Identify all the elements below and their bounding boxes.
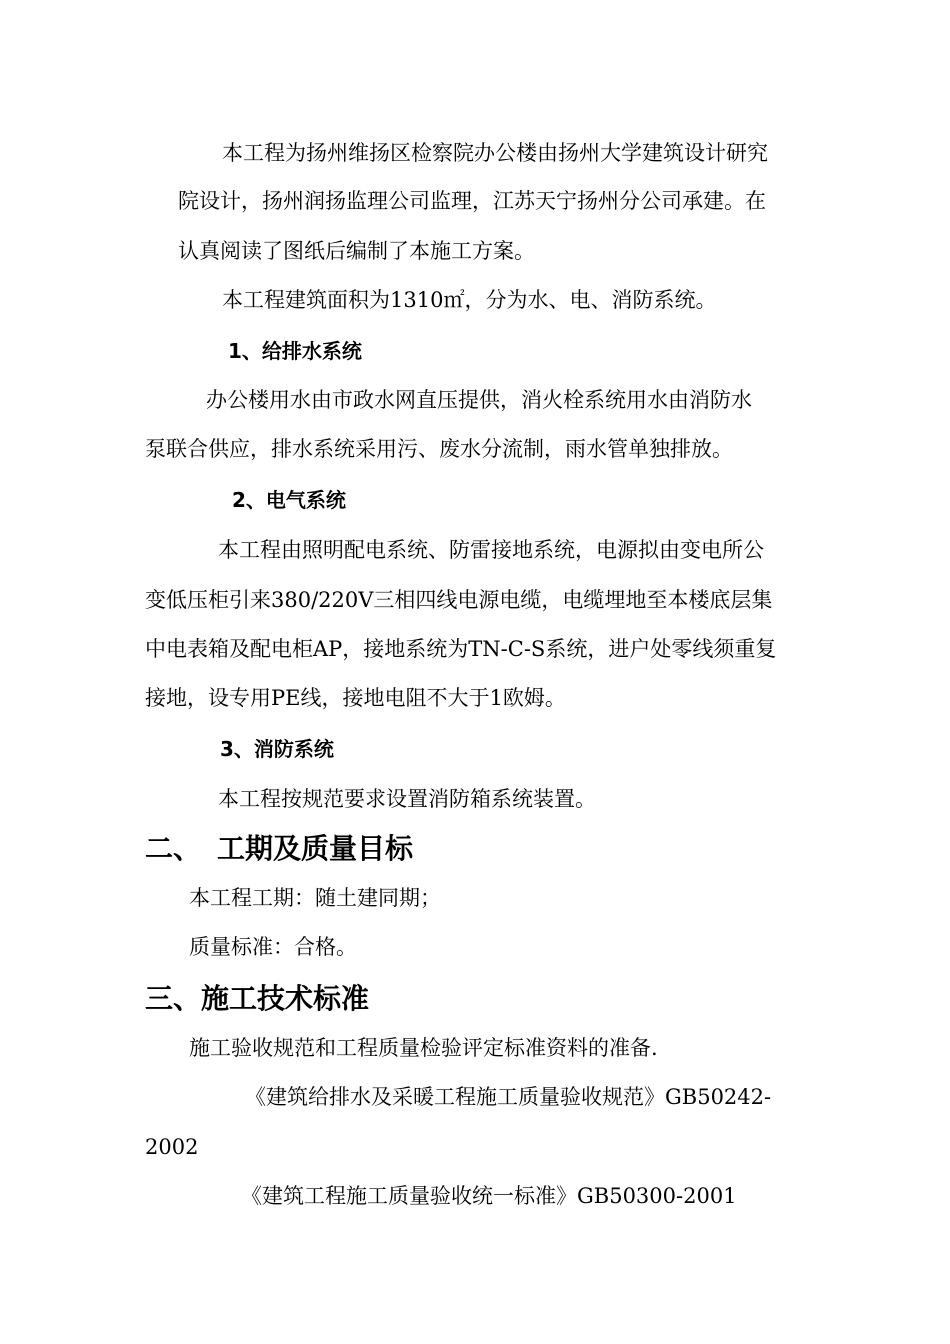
section-3-line: 本工程按规范要求设置消防箱系统装置。	[218, 787, 596, 811]
intro-line-2: 院设计，扬州润扬监理公司监理，江苏天宁扬州分公司承建。在	[178, 189, 766, 213]
chapter-2-heading	[145, 830, 413, 868]
intro-area-line: 本工程建筑面积为1310㎡，分为水、电、消防系统。	[222, 288, 717, 312]
chapter-2-title: 工期及质量目标	[217, 832, 414, 865]
schedule-line: 本工程工期：随土建同期；	[189, 886, 441, 910]
section-2-heading: 2、电气系统	[232, 488, 346, 512]
standard-gb50300-line: 《建筑工程施工质量验收统一标准》GB50300-2001	[241, 1184, 737, 1208]
intro-line-1: 本工程为扬州维扬区检察院办公楼由扬州大学建筑设计研究	[222, 141, 768, 165]
chapter-3-heading: 三、施工技术标准	[145, 982, 370, 1015]
chapter-2-number: 二、	[145, 832, 202, 865]
section-2-line-4: 接地，设专用PE线，接地电阻不大于1欧姆。	[145, 686, 566, 710]
section-3-heading: 3、消防系统	[220, 737, 334, 761]
standard-gb50242-year: 2002	[145, 1135, 199, 1159]
section-1-line-2: 泵联合供应，排水系统采用污、废水分流制，雨水管单独排放。	[145, 437, 733, 461]
quality-line: 质量标准：合格。	[189, 935, 357, 959]
standard-gb50242-line: 《建筑给排水及采暖工程施工质量验收规范》GB50242-	[245, 1085, 772, 1109]
intro-line-3: 认真阅读了图纸后编制了本施工方案。	[178, 239, 535, 263]
section-2-line-3: 中电表箱及配电柜AP，接地系统为TN-C-S系统，进户处零线须重复	[145, 637, 777, 661]
section-2-line-1: 本工程由照明配电系统、防雷接地系统，电源拟由变电所公	[218, 538, 764, 562]
section-1-heading: 1、给排水系统	[228, 339, 362, 363]
section-1-line-1: 办公楼用水由市政水网直压提供，消火栓系统用水由消防水	[206, 388, 752, 412]
standards-intro-line: 施工验收规范和工程质量检验评定标准资料的准备.	[189, 1036, 658, 1060]
section-2-line-2: 变低压柜引来380/220V三相四线电源电缆，电缆埋地至本楼底层集	[145, 588, 773, 612]
